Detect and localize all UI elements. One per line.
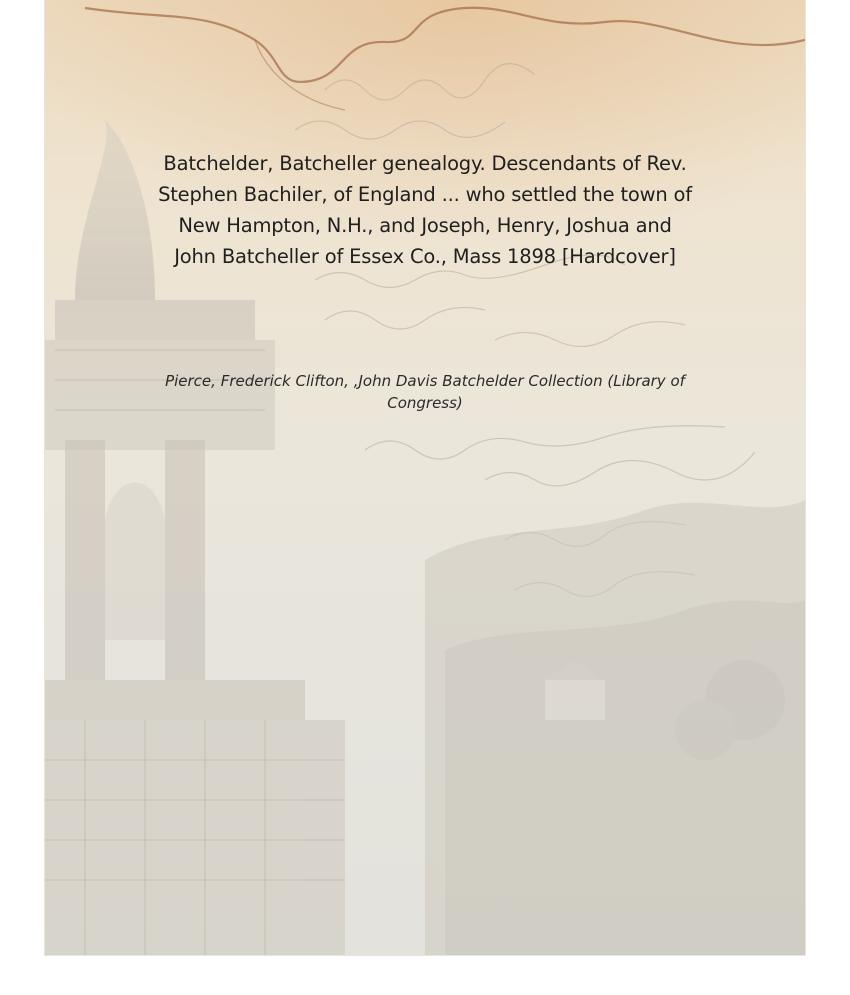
book-author: Pierce, Frederick Clifton, ,John Davis Batchelder Collection (Library of Congress) (165, 372, 685, 412)
book-title: Batchelder, Batcheller genealogy. Descendants of Rev. Stephen Bachiler, of England ... who settled the town of New Hampton, N.H., and Joseph, Henry, Joshua and John Batcheller of Essex Co., Mass 1898 [Hardcover] (158, 152, 692, 268)
cover-illustration (45, 0, 805, 955)
book-cover (45, 0, 805, 955)
